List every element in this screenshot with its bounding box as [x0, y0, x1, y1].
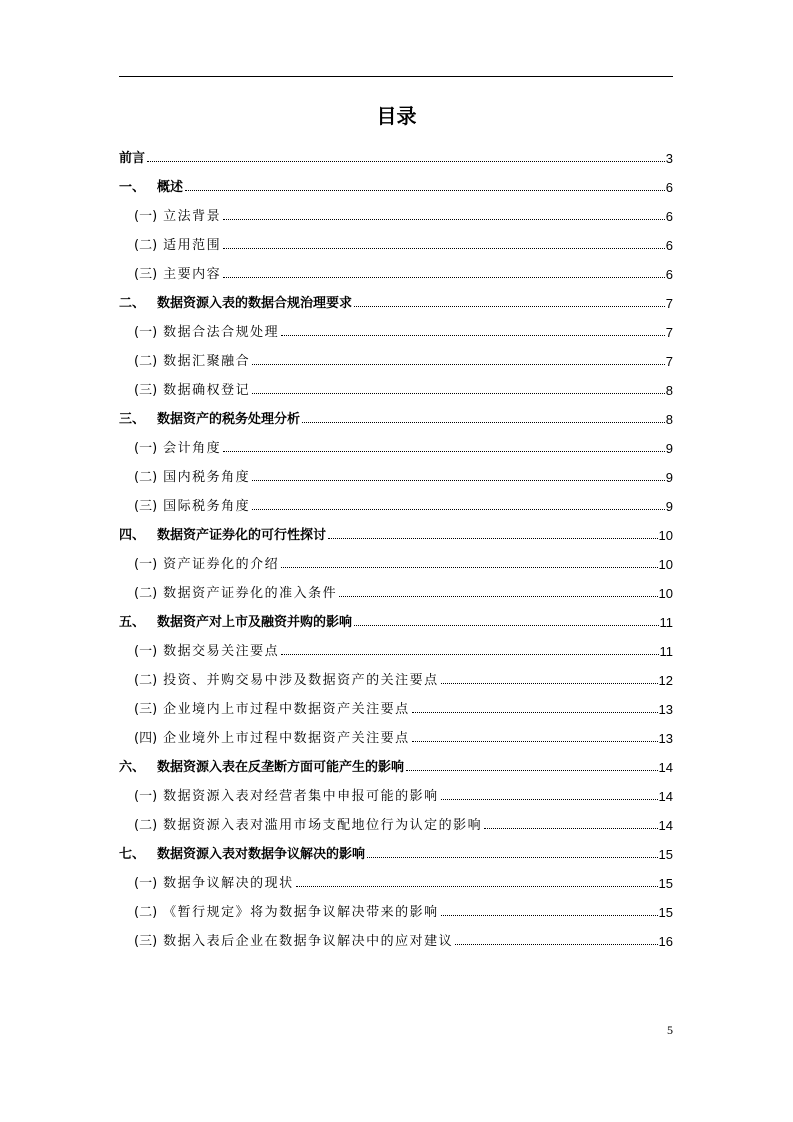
- toc-entry-page: 6: [665, 238, 673, 253]
- toc-entry-title: 数据资产证券化的准入条件: [163, 586, 338, 601]
- header-rule: [119, 76, 673, 77]
- toc-entry-title: 国际税务角度: [163, 499, 251, 514]
- toc-entry[interactable]: [119, 137, 673, 166]
- toc-entry-page: 9: [665, 499, 673, 514]
- dot-leader: [339, 595, 657, 597]
- toc-entry-title: 数据入表后企业在数据争议解决中的应对建议: [163, 934, 454, 949]
- toc-entry[interactable]: [119, 195, 673, 224]
- toc-entry-number: (三): [134, 267, 158, 282]
- toc-entry-page: 12: [658, 673, 673, 688]
- toc-entry-number: (二): [134, 673, 158, 688]
- toc-entry[interactable]: [119, 572, 673, 601]
- toc-entry-number: (一): [134, 209, 158, 224]
- toc-entry[interactable]: [119, 311, 673, 340]
- toc-entry-title: 数据资源入表对数据争议解决的影响: [157, 847, 366, 862]
- dot-leader: [354, 305, 665, 307]
- toc-entry-number: (二): [134, 818, 158, 833]
- toc-entry-page: 9: [665, 470, 673, 485]
- dot-leader: [441, 682, 658, 684]
- toc-entry-number: (三): [134, 702, 158, 717]
- toc-entry-title: 国内税务角度: [163, 470, 251, 485]
- toc-entry-title: 数据资源入表在反垄断方面可能产生的影响: [157, 760, 405, 775]
- dot-leader: [302, 421, 665, 423]
- toc-entry[interactable]: [119, 253, 673, 282]
- toc-entry-page: 8: [665, 412, 673, 427]
- toc-entry-number: (二): [134, 238, 158, 253]
- toc-entry[interactable]: [119, 891, 673, 920]
- toc-entry-number: (一): [134, 876, 158, 891]
- dot-leader: [484, 827, 657, 829]
- toc-entry-page: 13: [658, 702, 673, 717]
- toc-entry-title: 数据汇聚融合: [163, 354, 251, 369]
- dot-leader: [223, 247, 665, 249]
- toc-entry-title: 数据合法合规处理: [163, 325, 280, 340]
- dot-leader: [412, 711, 658, 713]
- toc-entry-number: 一、: [119, 180, 146, 195]
- dot-leader: [185, 189, 665, 191]
- toc-entry-number: (三): [134, 934, 158, 949]
- toc-entry-page: 15: [658, 905, 673, 920]
- toc-entry[interactable]: [119, 224, 673, 253]
- dot-leader: [441, 798, 658, 800]
- toc-entry-title: 数据确权登记: [163, 383, 251, 398]
- toc-entry-title: 数据资产的税务处理分析: [157, 412, 301, 427]
- toc-entry-page: 10: [658, 557, 673, 572]
- toc-entry[interactable]: [119, 427, 673, 456]
- toc-entry-number: (四): [134, 731, 158, 746]
- dot-leader: [252, 479, 665, 481]
- toc-entry[interactable]: [119, 920, 673, 949]
- toc-entry-title: 企业境外上市过程中数据资产关注要点: [163, 731, 410, 746]
- toc-entry-title: 主要内容: [163, 267, 222, 282]
- toc-entry-page: 6: [665, 180, 673, 195]
- dot-leader: [281, 566, 657, 568]
- toc-entry-number: 六、: [119, 760, 146, 775]
- toc-entry-number: 七、: [119, 847, 146, 862]
- toc-entry-number: (三): [134, 383, 158, 398]
- toc-entry-page: 8: [665, 383, 673, 398]
- toc-entry[interactable]: [119, 543, 673, 572]
- dot-leader: [296, 885, 658, 887]
- toc-entry-page: 15: [658, 876, 673, 891]
- toc-entry-title: 数据交易关注要点: [163, 644, 280, 659]
- toc-entry-title: 立法背景: [163, 209, 222, 224]
- toc-entry-number: (二): [134, 470, 158, 485]
- toc-entry-page: 6: [665, 267, 673, 282]
- dot-leader: [441, 914, 658, 916]
- dot-leader: [223, 218, 665, 220]
- toc-entry-page: 14: [658, 818, 673, 833]
- toc-title: 目录: [376, 104, 417, 128]
- toc-entry-title: 资产证券化的介绍: [163, 557, 280, 572]
- toc-entry-number: (一): [134, 557, 158, 572]
- toc-entry-page: 10: [658, 586, 673, 601]
- dot-leader: [281, 653, 658, 655]
- toc-entry-page: 11: [659, 644, 673, 659]
- toc-entry[interactable]: [119, 659, 673, 688]
- toc-entry-page: 16: [658, 934, 673, 949]
- toc-entry[interactable]: [119, 775, 673, 804]
- dot-leader: [223, 276, 665, 278]
- toc-entry-page: 6: [665, 209, 673, 224]
- toc-entry-title: 数据争议解决的现状: [163, 876, 294, 891]
- toc-entry[interactable]: [119, 456, 673, 485]
- toc-entry[interactable]: [119, 485, 673, 514]
- dot-leader: [367, 856, 658, 858]
- toc-entry-number: (一): [134, 325, 158, 340]
- toc-entry-title: 适用范围: [163, 238, 222, 253]
- toc-entry-number: 四、: [119, 528, 146, 543]
- toc-entry-title: 前言: [119, 151, 146, 166]
- toc-entry[interactable]: [119, 804, 673, 833]
- dot-leader: [328, 537, 658, 539]
- toc-entry-number: 五、: [119, 615, 146, 630]
- toc-entry[interactable]: [119, 369, 673, 398]
- toc-entry-number: (三): [134, 499, 158, 514]
- toc-entry[interactable]: [119, 398, 673, 427]
- dot-leader: [223, 450, 665, 452]
- toc-entry-page: 15: [658, 847, 673, 862]
- table-of-contents: [119, 137, 673, 949]
- dot-leader: [281, 334, 665, 336]
- toc-entry-number: (二): [134, 586, 158, 601]
- toc-entry-title: 《暂行规定》将为数据争议解决带来的影响: [163, 905, 439, 920]
- toc-entry-page: 10: [658, 528, 673, 543]
- toc-entry[interactable]: [119, 601, 673, 630]
- toc-entry-page: 11: [659, 615, 673, 630]
- toc-entry[interactable]: [119, 833, 673, 862]
- toc-entry-page: 7: [665, 354, 673, 369]
- toc-entry-title: 数据资源入表对经营者集中申报可能的影响: [163, 789, 439, 804]
- toc-entry[interactable]: [119, 340, 673, 369]
- page-number: 5: [667, 1023, 673, 1037]
- dot-leader: [252, 392, 665, 394]
- toc-entry-number: (一): [134, 789, 158, 804]
- toc-entry[interactable]: [119, 514, 673, 543]
- toc-entry[interactable]: [119, 746, 673, 775]
- toc-entry-title: 投资、并购交易中涉及数据资产的关注要点: [163, 673, 439, 688]
- toc-entry-number: (二): [134, 905, 158, 920]
- toc-entry-title: 数据资产对上市及融资并购的影响: [157, 615, 353, 630]
- dot-leader: [147, 160, 665, 162]
- toc-entry-page: 14: [658, 789, 673, 804]
- toc-entry-page: 7: [665, 296, 673, 311]
- dot-leader: [406, 769, 658, 771]
- toc-entry[interactable]: [119, 862, 673, 891]
- toc-entry-number: (一): [134, 644, 158, 659]
- dot-leader: [252, 363, 665, 365]
- toc-entry-number: (一): [134, 441, 158, 456]
- toc-entry-number: (二): [134, 354, 158, 369]
- toc-entry-number: 三、: [119, 412, 146, 427]
- toc-entry-title: 数据资源入表对滥用市场支配地位行为认定的影响: [163, 818, 483, 833]
- toc-entry-title: 会计角度: [163, 441, 222, 456]
- toc-entry-page: 14: [658, 760, 673, 775]
- toc-entry-title: 数据资产证券化的可行性探讨: [157, 528, 327, 543]
- toc-entry-page: 3: [665, 151, 673, 166]
- toc-entry-title: 数据资源入表的数据合规治理要求: [157, 296, 353, 311]
- dot-leader: [252, 508, 665, 510]
- toc-entry[interactable]: [119, 688, 673, 717]
- dot-leader: [455, 943, 657, 945]
- toc-entry-number: 二、: [119, 296, 146, 311]
- dot-leader: [412, 740, 658, 742]
- toc-entry-page: 7: [665, 325, 673, 340]
- dot-leader: [354, 624, 658, 626]
- toc-entry-page: 9: [665, 441, 673, 456]
- toc-entry-title: 企业境内上市过程中数据资产关注要点: [163, 702, 410, 717]
- toc-entry[interactable]: [119, 630, 673, 659]
- toc-entry-page: 13: [658, 731, 673, 746]
- toc-entry[interactable]: [119, 166, 673, 195]
- toc-entry-title: 概述: [157, 180, 184, 195]
- toc-entry[interactable]: [119, 282, 673, 311]
- toc-entry[interactable]: [119, 717, 673, 746]
